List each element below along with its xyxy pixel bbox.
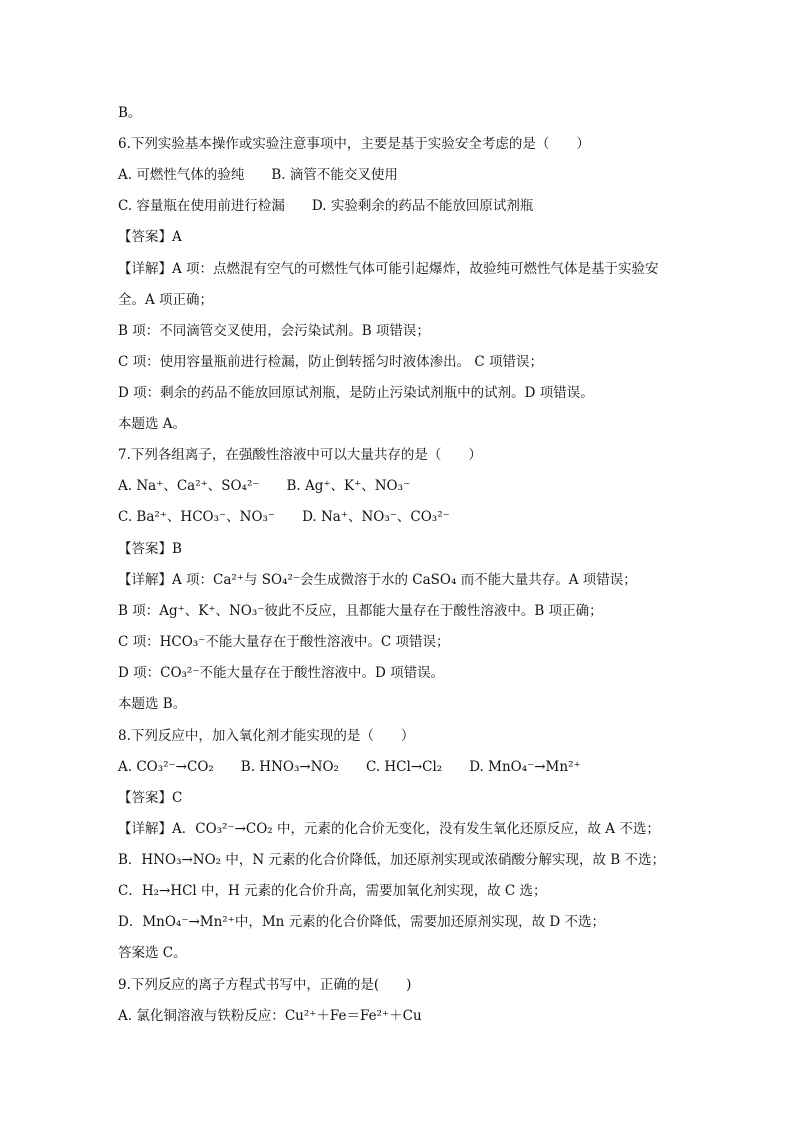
question-8-answer: 【答案】C: [118, 790, 183, 806]
question-6-options-ab: A. 可燃性气体的验纯 B. 滴管不能交叉使用: [118, 167, 398, 183]
question-8-explanation-1: 【详解】A．CO₃²⁻→CO₂ 中，元素的化合价无变化，没有发生氧化还原反应，故 A 不选；: [118, 821, 660, 837]
question-8-conclusion: 答案选 C。: [118, 945, 187, 961]
question-6-conclusion: 本题选 A。: [118, 416, 187, 432]
question-7-explanation-1: 【详解】A 项：Ca²⁺与 SO₄²⁻会生成微溶于水的 CaSO₄ 而不能大量共存。A 项错误；: [118, 572, 637, 588]
question-8-explanation-2: B．HNO₃→NO₂ 中，N 元素的化合价降低，加还原剂实现或浓硝酸分解实现，故 B 不选；: [118, 852, 665, 868]
question-7-conclusion: 本题选 B。: [118, 696, 187, 712]
question-8-explanation-3: C．H₂→HCl 中，H 元素的化合价升高，需要加氧化剂实现，故 C 选；: [118, 883, 547, 899]
question-7-answer: 【答案】B: [118, 541, 182, 557]
question-8-stem: 8.下列反应中，加入氧化剂才能实现的是（ ）: [118, 728, 415, 744]
question-8-options: A. CO₃²⁻→CO₂ B. HNO₃→NO₂ C. HCl→Cl₂ D. MnO₄⁻→Mn²⁺: [118, 759, 581, 775]
question-6-explanation-2: 全。A 项正确；: [118, 292, 214, 308]
question-7-explanation-3: C 项：HCO₃⁻不能大量存在于酸性溶液中。C 项错误；: [118, 634, 450, 650]
question-6-explanation-3: B 项：不同滴管交叉使用，会污染试剂。B 项错误；: [118, 323, 430, 339]
question-6-explanation-4: C 项：使用容量瓶前进行检漏，防止倒转摇匀时液体渗出。 C 项错误；: [118, 354, 544, 370]
question-6-options-cd: C. 容量瓶在使用前进行检漏 D. 实验剩余的药品不能放回原试剂瓶: [118, 198, 534, 214]
question-7-options-ab: A. Na⁺、Ca²⁺、SO₄²⁻ B. Ag⁺、K⁺、NO₃⁻: [118, 478, 411, 494]
question-6-explanation-5: D 项：剩余的药品不能放回原试剂瓶，是防止污染试剂瓶中的试剂。D 项错误。: [118, 385, 594, 401]
question-6-answer: 【答案】A: [118, 229, 182, 245]
question-7-options-cd: C. Ba²⁺、HCO₃⁻、NO₃⁻ D. Na⁺、NO₃⁻、CO₃²⁻: [118, 509, 450, 525]
question-9-stem: 9.下列反应的离子方程式书写中，正确的是( ): [118, 977, 412, 993]
question-7-explanation-2: B 项：Ag⁺、K⁺、NO₃⁻彼此不反应，且都能大量存在于酸性溶液中。B 项正确；: [118, 603, 603, 619]
text-line-1: B。: [118, 105, 142, 121]
question-7-explanation-4: D 项：CO₃²⁻不能大量存在于酸性溶液中。D 项错误。: [118, 665, 445, 681]
question-6-explanation-1: 【详解】A 项：点燃混有空气的可燃性气体可能引起爆炸，故验纯可燃性气体是基于实验安: [118, 261, 659, 277]
question-8-explanation-4: D．MnO₄⁻→Mn²⁺中，Mn 元素的化合价降低，需要加还原剂实现，故 D 不选；: [118, 914, 606, 930]
question-6-stem: 6.下列实验基本操作或实验注意事项中，主要是基于实验安全考虑的是（ ）: [118, 136, 590, 152]
question-9-option-a: A. 氯化铜溶液与铁粉反应：Cu²⁺＋Fe＝Fe²⁺＋Cu: [118, 1008, 422, 1024]
question-7-stem: 7.下列各组离子，在强酸性溶液中可以大量共存的是（ ）: [118, 447, 482, 463]
